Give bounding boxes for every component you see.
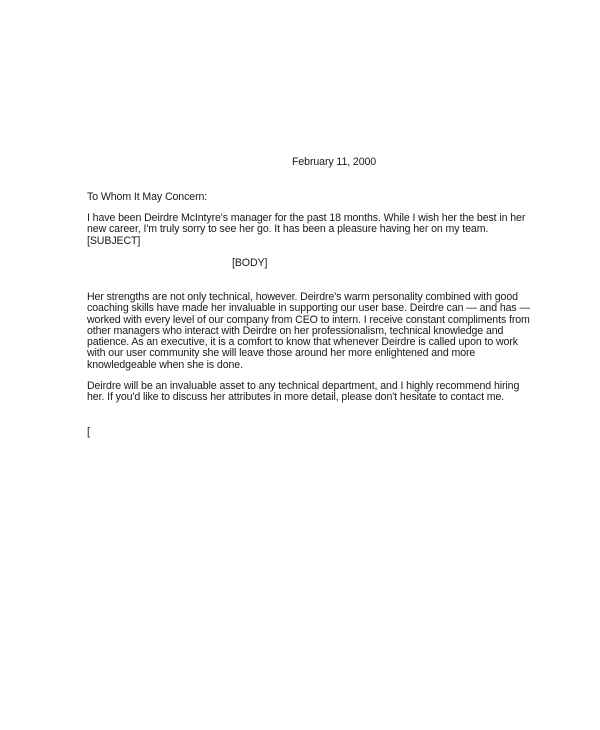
paragraph-line: new career, I'm truly sorry to see her go. It has been a pleasure having her on my team. <box>87 223 489 236</box>
paragraph-line: patience. As an executive, it is a comfort to know that whenever Deirdre is called upon to work <box>87 336 518 349</box>
body-placeholder: [BODY] <box>232 257 268 269</box>
paragraph-line: other managers who interact with Deirdre on her professionalism, technical knowledge and <box>87 324 504 337</box>
subject-placeholder: [SUBJECT] <box>87 234 141 247</box>
paragraph-intro <box>87 212 526 247</box>
salutation: To Whom It May Concern: <box>87 191 208 203</box>
paragraph-line: coaching skills have made her invaluable in supporting our user base. Deirdre can — and has — <box>87 302 530 315</box>
paragraph-strengths <box>87 291 530 371</box>
paragraph-line: I have been Deirdre McIntyre's manager for the past 18 months. While I wish her the best in her <box>87 212 526 224</box>
paragraph-recommendation <box>87 380 520 404</box>
paragraph-line: Deirdre will be an invaluable asset to any technical department, and I highly recommend hiring <box>87 380 520 392</box>
closing-placeholder: [ <box>87 426 90 438</box>
paragraph-line: with our user community she will leave those around her more enlightened and more <box>87 347 476 360</box>
letter-date: February 11, 2000 <box>292 156 377 168</box>
paragraph-line: her. If you'd like to discuss her attributes in more detail, please don't hesitate to contact me. <box>87 391 505 404</box>
paragraph-line: Her strengths are not only technical, however. Deirdre's warm personality combined with good <box>87 291 518 303</box>
paragraph-line: worked with every level of our company from CEO to intern. I receive constant compliments from <box>87 313 530 326</box>
paragraph-line: knowledgeable when she is done. <box>87 358 243 371</box>
